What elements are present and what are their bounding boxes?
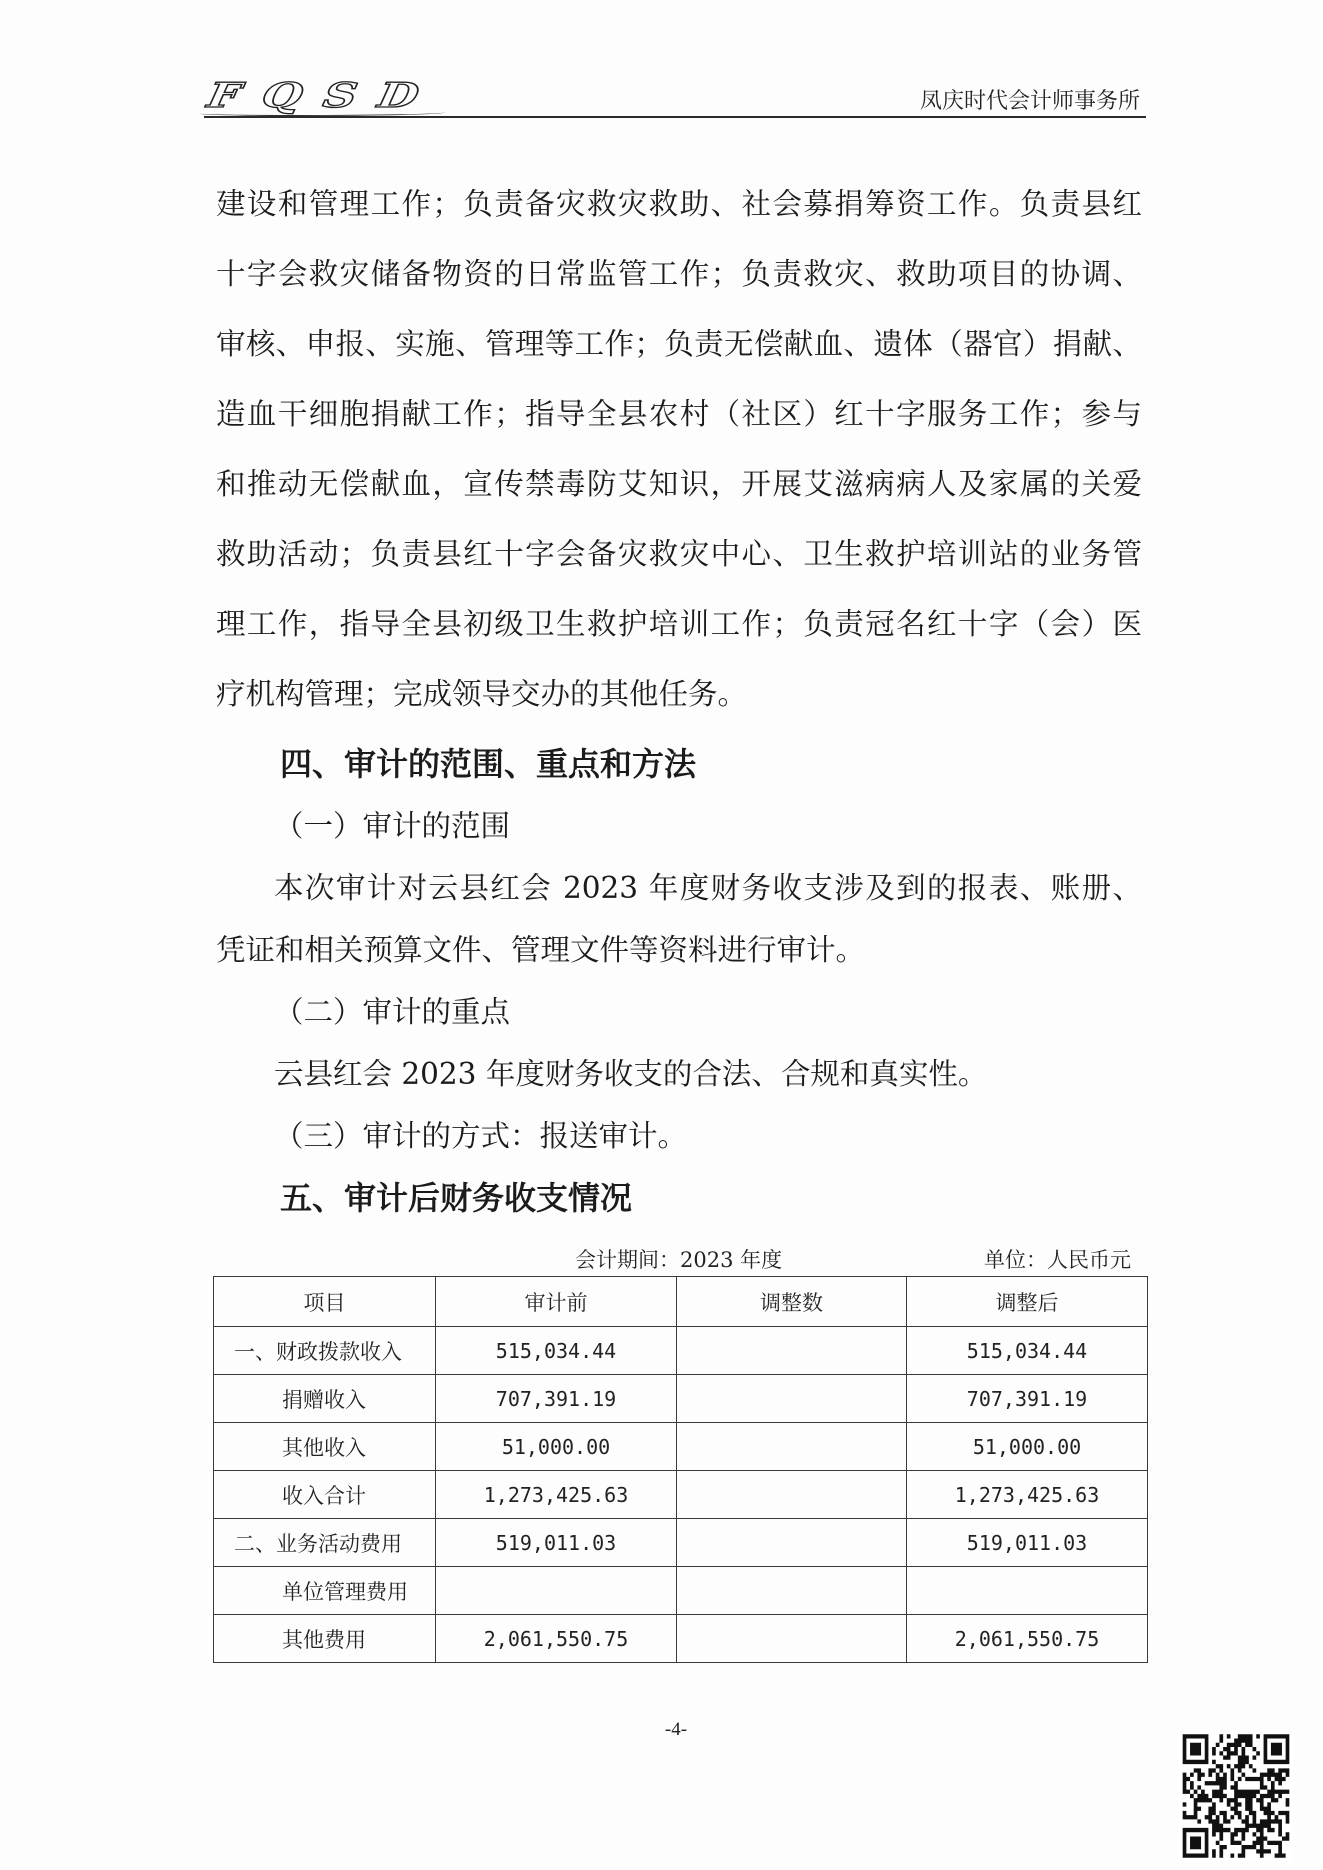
table-row bbox=[214, 1471, 1148, 1519]
firm-name: 凤庆时代会计师事务所 bbox=[919, 89, 1140, 114]
qr-code-graphic bbox=[1179, 1730, 1293, 1862]
table-header bbox=[214, 1277, 1148, 1327]
paragraph-line: 审核、申报、实施、管理等工作；负责无偿献血、遗体（器官）捐献、 bbox=[216, 327, 1142, 361]
row-before-audit: 2,061,550.75 bbox=[436, 1615, 677, 1663]
method-text: （三）审计的方式：报送审计。 bbox=[274, 1119, 688, 1153]
page-number: -4- bbox=[664, 1719, 688, 1740]
paragraph-line: 理工作，指导全县初级卫生救护培训工作；负责冠名红十字（会）医 bbox=[216, 607, 1142, 641]
row-before-audit: 51,000.00 bbox=[436, 1423, 677, 1471]
scope-text-line: 本次审计对云县红会 2023 年度财务收支涉及到的报表、账册、 bbox=[274, 871, 1142, 905]
row-before-audit: 519,011.03 bbox=[436, 1519, 677, 1567]
body-block-1 bbox=[216, 169, 1142, 799]
column-header-after-audit: 调整后 bbox=[907, 1277, 1148, 1327]
row-item: 单位管理费用 bbox=[214, 1567, 436, 1615]
table-row bbox=[214, 1327, 1148, 1375]
section-4-heading: 四、审计的范围、重点和方法 bbox=[280, 745, 697, 783]
paragraph-line: 疗机构管理；完成领导交办的其他任务。 bbox=[216, 677, 748, 711]
currency-unit: 单位：人民币元 bbox=[984, 1248, 1131, 1272]
body-block-2 bbox=[216, 795, 1142, 1229]
paragraph-line: 和推动无偿献血，宣传禁毒防艾知识，开展艾滋病病人及家属的关爱 bbox=[216, 467, 1142, 501]
row-after-audit: 1,273,425.63 bbox=[907, 1471, 1148, 1519]
focus-text: 云县红会 2023 年度财务收支的合法、合规和真实性。 bbox=[274, 1057, 988, 1091]
section-5-heading: 五、审计后财务收支情况 bbox=[280, 1179, 633, 1217]
accounting-period: 会计期间：2023 年度 bbox=[575, 1248, 783, 1272]
row-item: 其他收入 bbox=[214, 1423, 436, 1471]
table-row bbox=[214, 1615, 1148, 1663]
focus-heading: （二）审计的重点 bbox=[274, 995, 511, 1029]
row-item: 二、业务活动费用 bbox=[214, 1519, 436, 1567]
row-item: 其他费用 bbox=[214, 1615, 436, 1663]
table-row bbox=[214, 1567, 1148, 1615]
row-adjustment bbox=[677, 1567, 907, 1615]
row-before-audit bbox=[436, 1567, 677, 1615]
scope-text-line: 凭证和相关预算文件、管理文件等资料进行审计。 bbox=[216, 933, 866, 967]
scope-heading: （一）审计的范围 bbox=[274, 809, 511, 843]
row-after-audit: 707,391.19 bbox=[907, 1375, 1148, 1423]
row-after-audit: 515,034.44 bbox=[907, 1327, 1148, 1375]
table-body bbox=[214, 1327, 1148, 1663]
verification-qr-code[interactable] bbox=[1179, 1730, 1293, 1862]
paragraph-line: 造血干细胞捐献工作；指导全县农村（社区）红十字服务工作；参与 bbox=[216, 397, 1142, 431]
row-adjustment bbox=[677, 1615, 907, 1663]
table-row bbox=[214, 1519, 1148, 1567]
financial-table bbox=[213, 1276, 1148, 1663]
row-before-audit: 515,034.44 bbox=[436, 1327, 677, 1375]
paragraph-line: 建设和管理工作；负责备灾救灾救助、社会募捐筹资工作。负责县红 bbox=[216, 187, 1142, 221]
column-header-adjustment: 调整数 bbox=[677, 1277, 907, 1327]
row-before-audit: 1,273,425.63 bbox=[436, 1471, 677, 1519]
paragraph-line: 十字会救灾储备物资的日常监管工作；负责救灾、救助项目的协调、 bbox=[216, 257, 1142, 291]
column-header-before-audit: 审计前 bbox=[436, 1277, 677, 1327]
row-item: 收入合计 bbox=[214, 1471, 436, 1519]
row-adjustment bbox=[677, 1471, 907, 1519]
table-row bbox=[214, 1375, 1148, 1423]
row-item: 捐赠收入 bbox=[214, 1375, 436, 1423]
row-after-audit bbox=[907, 1567, 1148, 1615]
row-adjustment bbox=[677, 1423, 907, 1471]
row-before-audit: 707,391.19 bbox=[436, 1375, 677, 1423]
paragraph-line: 救助活动；负责县红十字会备灾救灾中心、卫生救护培训站的业务管 bbox=[216, 537, 1142, 571]
row-after-audit: 2,061,550.75 bbox=[907, 1615, 1148, 1663]
row-after-audit: 51,000.00 bbox=[907, 1423, 1148, 1471]
row-adjustment bbox=[677, 1327, 907, 1375]
column-header-item: 项目 bbox=[214, 1277, 436, 1327]
row-after-audit: 519,011.03 bbox=[907, 1519, 1148, 1567]
table-row bbox=[214, 1423, 1148, 1471]
firm-logo: FQSD bbox=[204, 76, 444, 116]
row-adjustment bbox=[677, 1375, 907, 1423]
header-divider bbox=[204, 116, 1146, 118]
row-item: 一、财政拨款收入 bbox=[214, 1327, 436, 1375]
row-adjustment bbox=[677, 1519, 907, 1567]
table-header-row bbox=[214, 1277, 1148, 1327]
